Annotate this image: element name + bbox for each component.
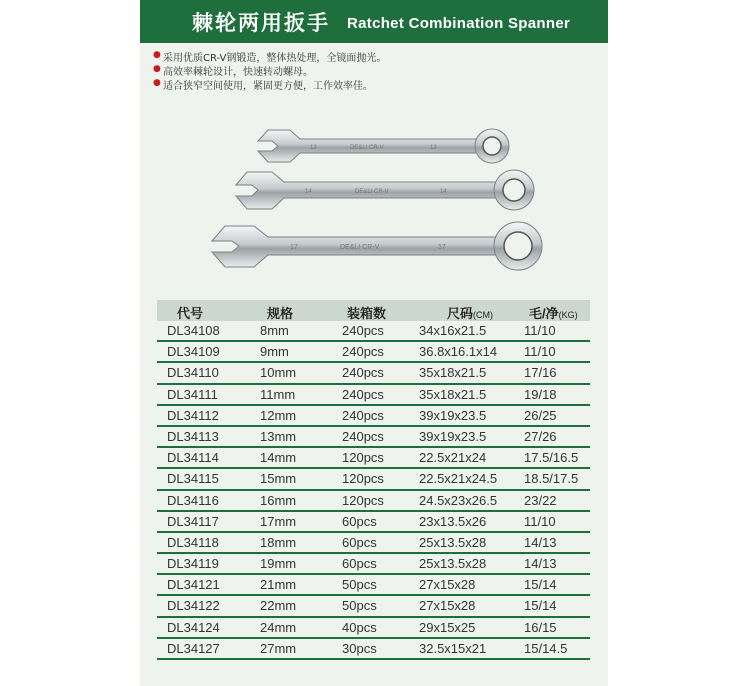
feature-item (153, 63, 386, 77)
wrench-13-size-right: 13 (430, 145, 437, 151)
cell-pack: 120pcs (342, 450, 384, 466)
wrench-17-size-right: 17 (438, 244, 446, 251)
header-spec: 规格 (267, 306, 294, 321)
cell-size: 25x13.5x28 (419, 534, 487, 550)
cell-weight: 18.5/17.5 (524, 471, 579, 487)
cell-weight: 17.5/16.5 (524, 450, 579, 466)
cell-code: DL34124 (167, 619, 220, 635)
feature-list (153, 49, 386, 91)
cell-spec: 16mm (260, 492, 297, 508)
cell-size: 39x19x23.5 (419, 428, 487, 444)
feature-text: 高效率棘轮设计，快速转动螺母。 (163, 67, 313, 78)
cell-size: 27x15x28 (419, 577, 476, 593)
cell-weight: 15/14 (524, 598, 557, 614)
cell-weight: 15/14 (524, 577, 557, 593)
cell-size: 22.5x21x24.5 (419, 471, 498, 487)
cell-pack: 240pcs (342, 365, 384, 381)
wrench-14-size-right: 14 (440, 189, 447, 195)
cell-weight: 27/26 (524, 428, 557, 444)
cell-weight: 16/15 (524, 619, 557, 635)
title-banner (140, 0, 608, 43)
cell-code: DL34118 (167, 534, 219, 550)
table-row (157, 427, 590, 448)
cell-weight: 26/25 (524, 407, 557, 423)
header-weight-label: 毛/净 (529, 306, 559, 321)
cell-weight: 14/13 (524, 556, 557, 572)
wrench-product-image (140, 115, 608, 290)
cell-code: DL34112 (167, 407, 219, 423)
cell-pack: 50pcs (342, 577, 377, 593)
cell-size: 36.8x16.1x14 (419, 344, 498, 360)
cell-weight: 15/14.5 (524, 640, 568, 656)
cell-pack: 60pcs (342, 556, 377, 572)
spec-table (157, 300, 590, 660)
header-pack: 装箱数 (347, 306, 387, 321)
cell-size: 32.5x15x21 (419, 640, 487, 656)
cell-pack: 120pcs (342, 471, 384, 487)
cell-code: DL34108 (167, 323, 220, 338)
cell-weight: 23/22 (524, 492, 557, 508)
cell-spec: 15mm (260, 471, 297, 487)
bullet-icon: ● (153, 50, 161, 60)
cell-code: DL34109 (167, 344, 220, 360)
cell-spec: 27mm (260, 640, 297, 656)
table-row (157, 363, 590, 384)
wrench-17 (212, 222, 542, 270)
cell-code: DL34115 (167, 471, 219, 487)
cell-spec: 10mm (260, 365, 297, 381)
product-sheet (140, 0, 608, 686)
cell-pack: 60pcs (342, 534, 377, 550)
table-row (157, 596, 590, 617)
table-row (157, 469, 590, 490)
feature-text: 采用优质CR-V钢锻造，整体热处理，全镜面抛光。 (163, 53, 387, 64)
table-row (157, 533, 590, 554)
cell-spec: 12mm (260, 407, 297, 423)
cell-weight: 17/16 (524, 365, 557, 381)
cell-spec: 9mm (260, 344, 289, 360)
cell-pack: 40pcs (342, 619, 377, 635)
cell-size: 27x15x28 (419, 598, 476, 614)
cell-code: DL34119 (167, 556, 219, 572)
cell-size: 23x13.5x26 (419, 513, 487, 529)
header-weight-unit: (KG) (558, 310, 578, 320)
cell-pack: 240pcs (342, 407, 384, 423)
header-size-unit: (CM) (473, 310, 494, 320)
cell-weight: 11/10 (524, 513, 556, 529)
title-english: Ratchet Combination Spanner (347, 15, 571, 32)
cell-pack: 30pcs (342, 640, 377, 656)
wrench-13 (258, 129, 509, 163)
table-row (157, 639, 590, 660)
header-size (447, 303, 493, 322)
cell-spec: 22mm (260, 598, 297, 614)
cell-pack: 120pcs (342, 492, 384, 508)
title-chinese: 棘轮两用扳手 (192, 11, 330, 35)
cell-code: DL34127 (167, 640, 220, 656)
cell-code: DL34111 (167, 386, 218, 402)
bullet-icon: ● (153, 78, 161, 88)
cell-pack: 240pcs (342, 386, 384, 402)
wrench-14-brand: DE&LI CR-V (355, 189, 389, 195)
feature-item (153, 49, 386, 63)
table-row (157, 448, 590, 469)
cell-pack: 240pcs (342, 344, 384, 360)
feature-item (153, 77, 386, 91)
cell-size: 29x15x25 (419, 619, 476, 635)
cell-code: DL34117 (167, 513, 219, 529)
cell-spec: 17mm (260, 513, 297, 529)
cell-size: 34x16x21.5 (419, 323, 487, 338)
cell-spec: 11mm (260, 386, 296, 402)
cell-spec: 8mm (260, 323, 289, 338)
table-row (157, 512, 590, 533)
feature-text: 适合狭窄空间使用，紧固更方便，工作效率佳。 (163, 81, 373, 92)
cell-weight: 11/10 (524, 323, 556, 338)
cell-pack: 240pcs (342, 323, 384, 338)
cell-code: DL34110 (167, 365, 219, 381)
table-row (157, 342, 590, 363)
header-code: 代号 (177, 306, 204, 321)
cell-size: 35x18x21.5 (419, 365, 487, 381)
cell-code: DL34116 (167, 492, 219, 508)
cell-pack: 60pcs (342, 513, 377, 529)
cell-code: DL34113 (167, 428, 219, 444)
cell-size: 22.5x21x24 (419, 450, 487, 466)
wrench-13-size-left: 13 (310, 145, 317, 151)
cell-weight: 19/18 (524, 386, 557, 402)
bullet-icon: ● (153, 64, 161, 74)
table-row (157, 554, 590, 575)
cell-spec: 21mm (260, 577, 297, 593)
header-weight (529, 303, 578, 322)
cell-size: 39x19x23.5 (419, 407, 487, 423)
wrench-17-brand: DE&LI CR-V (340, 244, 380, 251)
cell-code: DL34122 (167, 598, 220, 614)
table-row (157, 406, 590, 427)
cell-size: 24.5x23x26.5 (419, 492, 498, 508)
table-header (157, 300, 590, 321)
cell-pack: 50pcs (342, 598, 377, 614)
table-row (157, 491, 590, 512)
cell-code: DL34114 (167, 450, 219, 466)
cell-spec: 13mm (260, 428, 297, 444)
wrench-14-size-left: 14 (305, 189, 312, 195)
cell-spec: 24mm (260, 619, 297, 635)
cell-code: DL34121 (167, 577, 220, 593)
cell-size: 35x18x21.5 (419, 386, 487, 402)
wrench-17-size-left: 17 (290, 244, 298, 251)
header-size-label: 尺码 (447, 306, 474, 321)
cell-spec: 18mm (260, 534, 297, 550)
table-row (157, 385, 590, 406)
cell-weight: 11/10 (524, 344, 556, 360)
table-row (157, 575, 590, 596)
table-row (157, 321, 590, 342)
cell-weight: 14/13 (524, 534, 557, 550)
cell-pack: 240pcs (342, 428, 384, 444)
cell-spec: 14mm (260, 450, 297, 466)
wrench-13-brand: DE&LI CR-V (350, 145, 384, 151)
table-row (157, 618, 590, 639)
cell-spec: 19mm (260, 556, 297, 572)
wrench-14 (236, 170, 534, 210)
cell-size: 25x13.5x28 (419, 556, 487, 572)
